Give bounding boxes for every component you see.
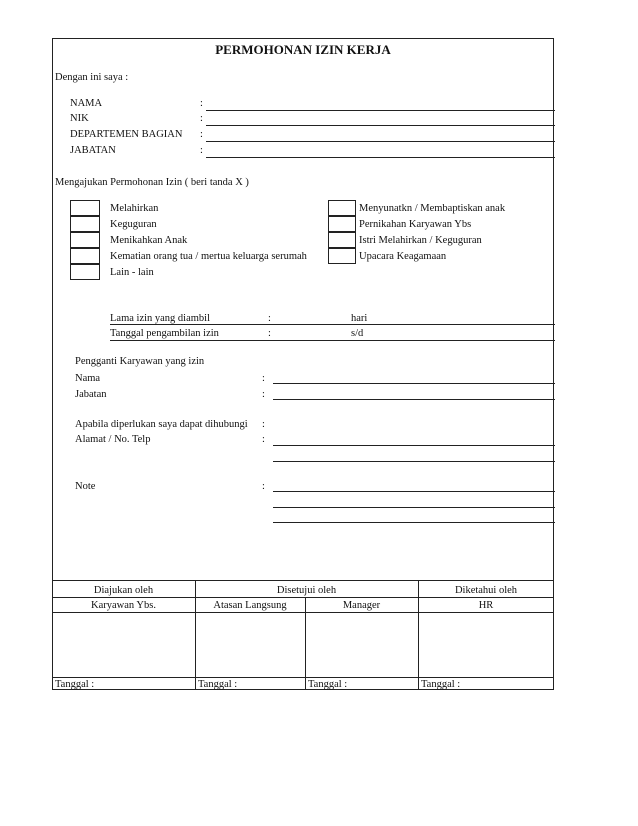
date-manager: Tanggal : (308, 679, 348, 690)
approval-header-approved: Disetujui oleh (276, 585, 337, 596)
signature-employee[interactable] (53, 613, 195, 677)
option-keguguran: Keguguran (110, 219, 157, 230)
duration-label: Lama izin yang diambil (110, 313, 211, 324)
option-kematian: Kematian orang tua / mertua keluarga serumah (110, 251, 307, 262)
departemen-label: DEPARTEMEN BAGIAN (70, 129, 183, 140)
jabatan-label: JABATAN (70, 145, 116, 156)
substitute-position-label: Jabatan (75, 389, 107, 400)
option-istri-melahirkan: Istri Melahirkan / Keguguran (359, 235, 482, 246)
departemen-colon: : (200, 129, 203, 140)
note-colon: : (262, 481, 265, 492)
substitute-position-colon: : (262, 389, 265, 400)
signature-hr[interactable] (419, 613, 553, 677)
dates-colon: : (268, 328, 271, 339)
substitute-position-field[interactable] (273, 399, 555, 400)
approval-role-supervisor: Atasan Langsung (213, 600, 287, 611)
address-field-line-2[interactable] (273, 461, 555, 462)
approval-date-divider (52, 677, 554, 678)
option-menyunatkan: Menyunatkn / Membaptiskan anak (359, 203, 506, 214)
nama-colon: : (200, 98, 203, 109)
substitute-name-label: Nama (75, 373, 101, 384)
checkbox-keguguran[interactable] (70, 216, 100, 232)
substitute-name-colon: : (262, 373, 265, 384)
note-label: Note (75, 481, 96, 492)
address-label: Alamat / No. Telp (75, 434, 151, 445)
checkbox-istri-melahirkan[interactable] (328, 232, 356, 248)
approval-role-hr: HR (478, 600, 494, 611)
request-prompt: Mengajukan Permohonan Izin ( beri tanda X ) (55, 177, 249, 188)
checkbox-menikahkan-anak[interactable] (70, 232, 100, 248)
date-employee: Tanggal : (55, 679, 95, 690)
note-field-line-3[interactable] (273, 522, 555, 523)
signature-manager[interactable] (306, 613, 418, 677)
checkbox-kematian[interactable] (70, 248, 100, 264)
dates-label: Tanggal pengambilan izin (110, 328, 219, 339)
option-upacara: Upacara Keagamaan (359, 251, 447, 262)
duration-field[interactable] (110, 324, 555, 325)
duration-unit: hari (351, 313, 368, 324)
intro-text: Dengan ini saya : (55, 72, 129, 83)
checkbox-lain-lain[interactable] (70, 264, 100, 280)
nik-field[interactable] (206, 125, 555, 126)
date-supervisor: Tanggal : (198, 679, 238, 690)
nik-colon: : (200, 113, 203, 124)
nama-field[interactable] (206, 110, 555, 111)
departemen-field[interactable] (206, 141, 555, 142)
signature-supervisor[interactable] (196, 613, 305, 677)
approval-header-submitted: Diajukan oleh (93, 585, 154, 596)
checkbox-upacara[interactable] (328, 248, 356, 264)
substitute-name-field[interactable] (273, 383, 555, 384)
approval-header-divider (52, 597, 554, 598)
note-field-line-1[interactable] (273, 491, 555, 492)
form-title: PERMOHONAN IZIN KERJA (215, 42, 391, 57)
address-field-line-1[interactable] (273, 445, 555, 446)
option-lain-lain: Lain - lain (110, 267, 154, 278)
nama-label: NAMA (70, 98, 103, 109)
approval-role-manager: Manager (342, 600, 381, 611)
duration-colon: : (268, 313, 271, 324)
checkbox-melahirkan[interactable] (70, 200, 100, 216)
option-melahirkan: Melahirkan (110, 203, 159, 214)
contact-heading-colon: : (262, 419, 265, 430)
nik-label: NIK (70, 113, 89, 124)
jabatan-field[interactable] (206, 157, 555, 158)
note-field-line-2[interactable] (273, 507, 555, 508)
jabatan-colon: : (200, 145, 203, 156)
substitute-heading: Pengganti Karyawan yang izin (75, 356, 205, 367)
address-colon: : (262, 434, 265, 445)
approval-header-acknowledged: Diketahui oleh (454, 585, 518, 596)
option-pernikahan: Pernikahan Karyawan Ybs (359, 219, 472, 230)
dates-separator: s/d (351, 328, 364, 339)
approval-role-employee: Karyawan Ybs. (91, 600, 156, 611)
checkbox-pernikahan[interactable] (328, 216, 356, 232)
dates-field[interactable] (110, 340, 555, 341)
contact-heading: Apabila diperlukan saya dapat dihubungi (75, 419, 248, 430)
date-hr: Tanggal : (421, 679, 461, 690)
option-menikahkan-anak: Menikahkan Anak (110, 235, 188, 246)
checkbox-menyunatkan[interactable] (328, 200, 356, 216)
approval-top-border (52, 580, 554, 581)
